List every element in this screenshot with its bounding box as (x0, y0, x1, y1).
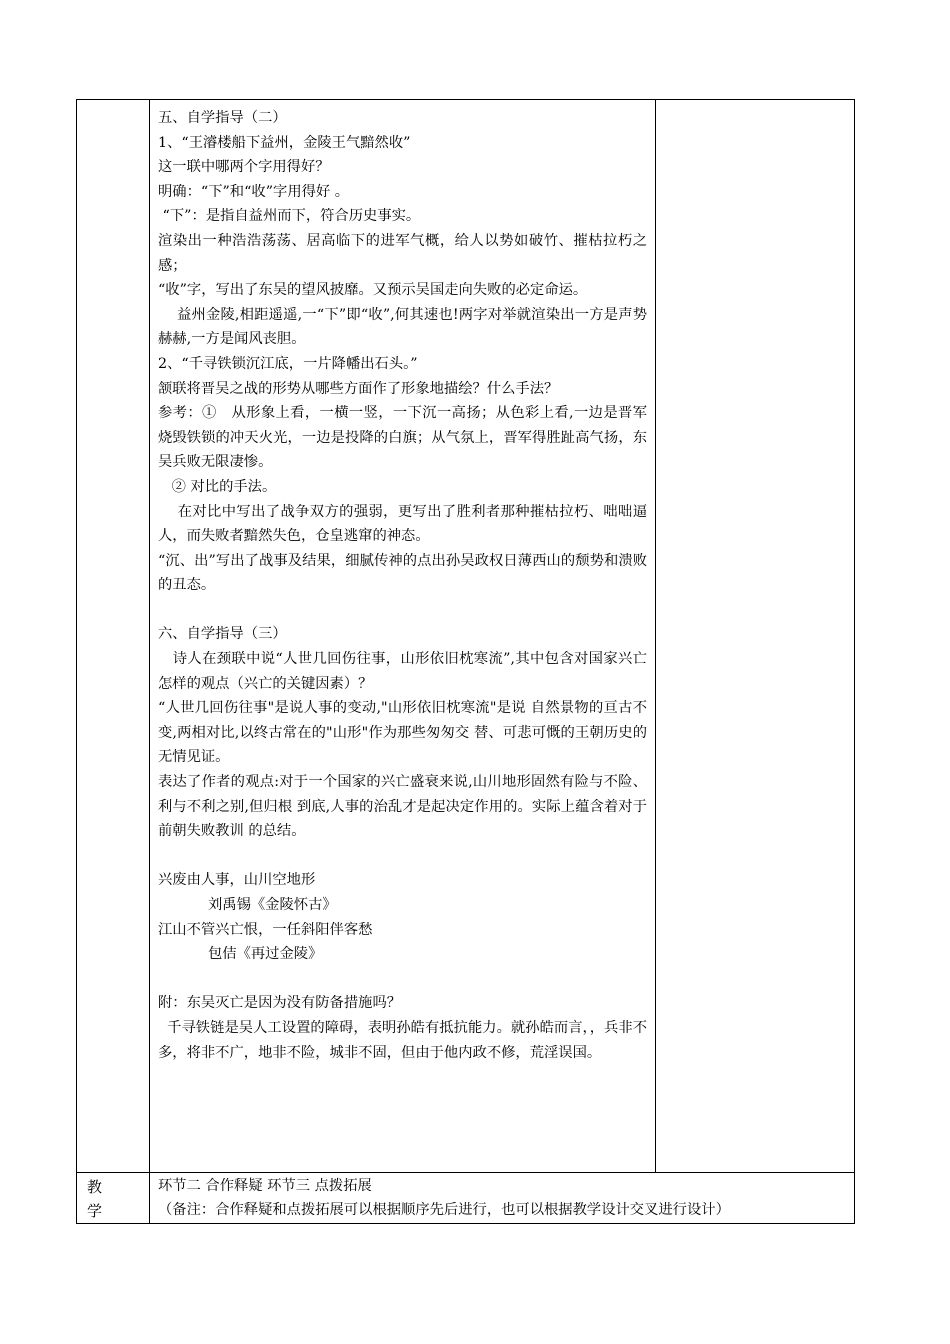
teaching-label-cell (77, 1173, 150, 1224)
content-paragraph: “沉、出”写出了战事及结果，细腻传神的点出孙吴政权日薄西山的颓势和溃败的丑态。 (158, 552, 647, 594)
teaching-label (77, 1173, 149, 1223)
content-paragraph: 益州金陵,相距遥遥,一“下”即“收”,何其速也!两字对举就渲染出一方是声势赫赫,一方是闻风丧胆。 (158, 306, 647, 348)
notes-cell (656, 100, 855, 1173)
content-paragraph: 江山不管兴亡恨，一任斜阳伴客愁 (158, 921, 373, 938)
content-paragraph: 这一联中哪两个字用得好？ (158, 159, 330, 176)
content-paragraph: “人世几回伤往事"是说人事的变动,"山形依旧枕寒流"是说 自然景物的亘古不变,两相对比,以终古常在的"山形"作为那些匆匆交 替、可悲可慨的王朝历史的无情见证。 (158, 700, 647, 766)
content-paragraph: 五、自学指导（二） (158, 110, 287, 126)
content-paragraph: 明确：“下”和“收”字用得好 。 (158, 183, 350, 200)
content-paragraph: 刘禹锡《金陵怀古》 (158, 897, 337, 913)
table-row-self-study (77, 100, 855, 1173)
content-paragraph: 2、“千寻铁锁沉江底，一片降幡出石头。” (158, 355, 418, 372)
content-paragraph: 参考：① 从形象上看，一横一竖，一下沉一高扬；从色彩上看,一边是晋军烧毁铁锁的冲天火光，一边是投降的白旗；从气氛上，晋军得胜趾高气扬，东吴兵败无限凄惨。 (158, 405, 647, 471)
content-paragraph (158, 598, 647, 623)
content-paragraph: “收”字，写出了东吴的望风披靡。又预示吴国走向失败的必定命运。 (158, 282, 588, 299)
content-paragraph: 在对比中写出了战争双方的强弱，更写出了胜利者那种摧枯拉朽、咄咄逼人，而失败者黯然失色，仓皇逃窜的神态。 (158, 503, 647, 545)
content-paragraph: ② 对比的手法。 (158, 478, 277, 495)
content-paragraph: 兴废由人事，山川空地形 (158, 872, 316, 889)
content-paragraph (158, 967, 647, 992)
self-study-content-cell (150, 100, 656, 1173)
teaching-steps-title: 环节二 合作释疑 环节三 点拨拓展 (158, 1178, 372, 1194)
self-study-content (150, 100, 655, 1065)
teaching-label-char-1: 教 (87, 1178, 103, 1196)
lesson-plan-table (76, 99, 855, 1224)
content-paragraph: 1、“王濬楼船下益州，金陵王气黯然收” (158, 134, 411, 151)
content-paragraph: 颔联将晋吴之战的形势从哪些方面作了形象地描绘？什么手法？ (158, 380, 559, 397)
table-row-teaching (77, 1173, 855, 1224)
content-paragraph: 六、自学指导（三） (158, 626, 287, 643)
content-paragraph: 包佶《再过金陵》 (158, 946, 323, 963)
teaching-steps-note: （备注：合作释疑和点拨拓展可以根据顺序先后进行，也可以根据教学设计交叉进行设计） (158, 1202, 730, 1218)
content-paragraph: 渲染出一种浩浩荡荡、居高临下的进军气概，给人以势如破竹、摧枯拉朽之感； (158, 232, 647, 274)
teaching-label-char-2: 学 (87, 1202, 103, 1220)
content-paragraph: 表达了作者的观点:对于一个国家的兴亡盛衰来说,山川地形固然有险与不险、利与不利之别,但归根 到底,人事的治乱才是起决定作用的。实际上蕴含着对于前朝失败教训 的总结。 (158, 774, 647, 840)
teaching-steps-cell (150, 1173, 855, 1224)
content-paragraph: 千寻铁链是吴人工设置的障碍，表明孙皓有抵抗能力。就孙皓而言，，兵非不多，将非不广，地非不险，城非不固，但由于他内政不修，荒淫误国。 (158, 1019, 647, 1061)
teaching-steps (150, 1173, 854, 1222)
content-paragraph: “下”：是指自益州而下，符合历史事实。 (158, 208, 421, 225)
content-paragraph (158, 844, 647, 869)
left-label-cell (77, 100, 150, 1173)
content-paragraph: 诗人在颈联中说“人世几回伤往事，山形依旧枕寒流”,其中包含对国家兴亡怎样的观点（兴亡的关键因素）？ (158, 651, 647, 692)
content-paragraph: 附：东吴灭亡是因为没有防备措施吗？ (158, 995, 402, 1012)
